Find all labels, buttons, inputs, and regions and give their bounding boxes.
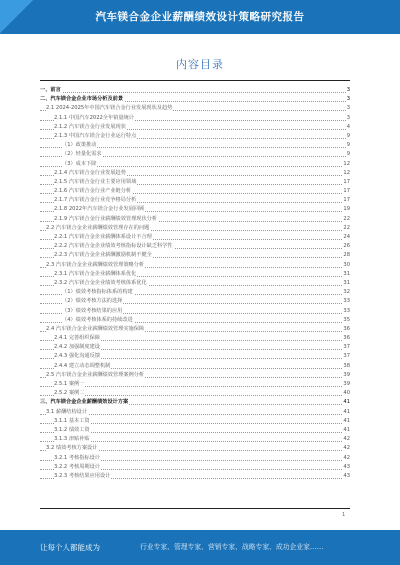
toc-entry-page: 37 [342,343,350,352]
toc-entry[interactable] [40,435,350,444]
toc-entry-page: 41 [342,398,350,407]
toc-entry[interactable] [40,352,350,361]
toc-entry-title: （1）政策推动 [62,141,97,150]
toc-entry[interactable] [40,86,350,95]
toc-entry[interactable] [40,362,350,371]
toc-entry[interactable] [40,123,350,132]
toc-entry-page: 31 [342,279,350,288]
toc-entry[interactable] [40,224,350,233]
toc-entry-page: 32 [342,288,350,297]
toc-entry-page: 33 [342,297,350,306]
toc-entry-page: 4 [346,123,350,132]
page-number: 1 [342,512,346,518]
toc-entry-title: 2.2.1 汽车镁合金企业薪酬体系设计不合理 [54,233,153,242]
toc-entry[interactable] [40,242,350,251]
toc-heading: 内容目录 [176,58,224,71]
toc-entry-title: 一、前言 [40,86,62,95]
toc-entry-page: 9 [346,141,350,150]
toc-entry[interactable] [40,196,350,205]
toc-entry-title: 三、汽车镁合金企业薪酬绩效设计方案 [40,398,129,407]
toc-entry-title: （2）轻量化需求 [62,150,103,159]
toc-entry-title: 2.2.3 汽车镁合金企业薪酬激励机制不健全 [54,251,153,260]
toc-entry[interactable] [40,95,350,104]
toc-entry[interactable] [40,389,350,398]
toc-leader-dots [40,395,350,396]
toc-bottom-rule [40,508,350,509]
toc-entry-page: 12 [342,169,350,178]
toc-entry[interactable] [40,150,350,159]
toc-entry-title: 2.2.2 汽车镁合金企业绩效考核指标设计缺乏科学性 [54,242,174,251]
toc-entry-page: 39 [342,371,350,380]
toc-entry[interactable] [40,472,350,481]
toc-entry-page: 41 [342,408,350,417]
toc-entry-page: 3 [346,104,350,113]
toc-entry[interactable] [40,270,350,279]
toc-entry-title: 2.4.1 完善组织保障 [54,334,101,343]
toc-entry-title: （2）绩效考核方法的选择 [62,297,123,306]
toc-entry-title: 2.1.6 汽车镁合金行业产业链分析 [54,187,132,196]
toc-entry-title: 2.3.1 汽车镁合金企业薪酬体系优化 [54,270,137,279]
toc-entry[interactable] [40,380,350,389]
toc-entry[interactable] [40,114,350,123]
toc-entry-page: 36 [342,325,350,334]
toc-entry-page: 3 [346,95,350,104]
toc-entry-page: 37 [342,352,350,361]
toc-entry-page: 42 [342,435,350,444]
toc-entry-title: 3.1.2 绩效工资 [54,426,91,435]
toc-entry-page: 17 [342,178,350,187]
toc-entry[interactable] [40,251,350,260]
toc-entry[interactable] [40,463,350,472]
toc-leader-dots [40,92,350,93]
toc-entry-page: 9 [346,150,350,159]
toc-entry-page: 33 [342,307,350,316]
toc-entry-page: 31 [342,270,350,279]
toc-top-rule [40,80,350,81]
footer-banner [0,530,400,565]
toc-entry[interactable] [40,307,350,316]
toc-entry-page: 35 [342,316,350,325]
toc-entry-title: 2.4.2 加强制度建设 [54,343,101,352]
toc-entry-page: 43 [342,472,350,481]
toc-leader-dots [40,386,350,387]
toc-entry-title: 2.5.1 案例一 [54,380,85,389]
toc-entry-page: 39 [342,380,350,389]
toc-entry[interactable] [40,178,350,187]
toc-entry-title: 2.1.2 汽车镁合金行业发展现状 [54,123,127,132]
toc-entry[interactable] [40,187,350,196]
toc-entry-title: 2.1.3 中国汽车镁合金行业运行特点 [54,132,137,141]
toc-entry[interactable] [40,205,350,214]
toc-entry[interactable] [40,371,350,380]
toc-entry-page: 36 [342,334,350,343]
toc-entry-title: 3.2.3 考核结果应用设计 [54,472,111,481]
toc-entry[interactable] [40,426,350,435]
toc-entry-title: 2.1.4 汽车镁合金行业发展趋势 [54,169,127,178]
toc-entry-page: 24 [342,233,350,242]
table-of-contents [40,86,350,481]
toc-entry[interactable] [40,454,350,463]
toc-entry[interactable] [40,233,350,242]
toc-entry[interactable] [40,160,350,169]
toc-entry-page: 38 [342,362,350,371]
toc-entry[interactable] [40,343,350,352]
toc-entry[interactable] [40,316,350,325]
report-title: 汽车镁合金企业薪酬绩效设计策略研究报告 [95,11,305,23]
toc-entry-title: 2.4 汽车镁合金企业薪酬绩效管理实施保障 [46,325,145,334]
toc-entry-page: 41 [342,417,350,426]
footer-roles: 行业专家、管理专家、营销专家、战略专家、成功企业家…… [140,543,324,551]
toc-entry-page: 12 [342,160,350,169]
toc-entry-title: 3.1.1 基本工资 [54,417,91,426]
toc-entry-page: 26 [342,242,350,251]
toc-entry-page: 9 [346,132,350,141]
toc-entry-page: 22 [342,224,350,233]
toc-entry-page: 28 [342,251,350,260]
toc-entry-page: 42 [342,454,350,463]
toc-entry-title: （1）绩效考核指标体系的构建 [62,288,134,297]
toc-entry-title: 3.1.3 津贴补贴 [54,435,91,444]
toc-entry-title: 2.4.4 建立动态调整机制 [54,362,111,371]
toc-entry-page: 22 [342,215,350,224]
toc-entry-title: 2.2 汽车镁合金企业薪酬绩效管理存在的问题 [46,224,150,233]
toc-entry[interactable] [40,288,350,297]
toc-entry-page: 17 [342,196,350,205]
toc-entry[interactable] [40,141,350,150]
toc-entry[interactable] [40,279,350,288]
toc-entry-page: 3 [346,114,350,123]
footer-slogan: 让每个人都能成为 [40,543,100,552]
toc-entry-title: 2.1.7 汽车镁合金行业竞争格局分析 [54,196,137,205]
toc-entry-title: 2.4.3 强化沟通反馈 [54,352,101,361]
toc-entry-title: 3.2.2 考核周期设计 [54,463,101,472]
toc-entry-title: 2.1 2024-2025年中国汽车镁合金行业发展现状及趋势 [46,104,173,113]
toc-entry-page: 30 [342,261,350,270]
toc-entry-title: 2.1.9 汽车镁合金行业薪酬绩效管理现状分析 [54,215,158,224]
toc-entry-title: 3.1 薪酬结构设计 [46,408,88,417]
toc-entry[interactable] [40,132,350,141]
toc-entry-title: 2.1.1 中国汽车2022全年销量统计 [54,114,135,123]
toc-entry-title: 2.3 汽车镁合金企业薪酬绩效管理策略分析 [46,261,145,270]
toc-entry[interactable] [40,334,350,343]
toc-entry-title: 2.1.5 汽车镁合金行业主要应用领域 [54,178,137,187]
toc-entry-title: 2.5 汽车镁合金企业薪酬绩效管理案例分析 [46,371,145,380]
toc-entry[interactable] [40,261,350,270]
toc-entry-page: 17 [342,187,350,196]
toc-entry-title: 2.5.2 案例二 [54,389,85,398]
toc-entry-page: 40 [342,389,350,398]
toc-entry[interactable] [40,215,350,224]
toc-entry-title: 二、汽车镁合金企业市场分析及前景 [40,95,124,104]
toc-entry[interactable] [40,325,350,334]
toc-entry[interactable] [40,104,350,113]
toc-entry-title: 3.2 绩效考核方案设计 [46,444,98,453]
toc-entry-page: 43 [342,463,350,472]
toc-entry[interactable] [40,408,350,417]
toc-entry-title: （3）绩效考核结果的应用 [62,307,123,316]
header-banner [0,0,400,34]
toc-entry-title: 2.1.8 2022年汽车镁合金行业发展回顾 [54,205,145,214]
toc-entry-page: 3 [346,86,350,95]
toc-entry-title: 2.3.2 汽车镁合金企业绩效考核体系优化 [54,279,148,288]
toc-entry[interactable] [40,169,350,178]
toc-entry[interactable] [40,444,350,453]
toc-entry-page: 19 [342,205,350,214]
toc-entry-title: （4）绩效考核体系的持续改进 [62,316,134,325]
toc-entry-title: （3）成本下降 [62,160,97,169]
toc-entry[interactable] [40,398,350,407]
toc-entry[interactable] [40,417,350,426]
toc-entry-title: 3.2.1 考核指标设计 [54,454,101,463]
toc-entry-page: 41 [342,426,350,435]
toc-entry-page: 42 [342,444,350,453]
toc-entry[interactable] [40,297,350,306]
